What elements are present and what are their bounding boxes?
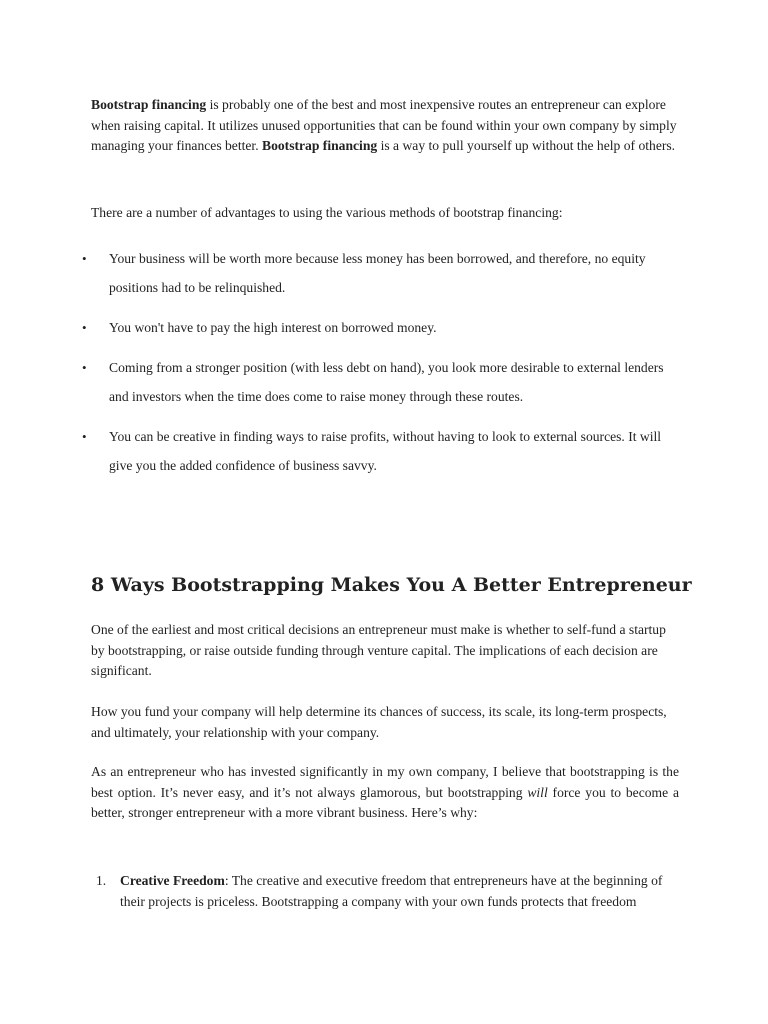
section-heading: 8 Ways Bootstrapping Makes You A Better Entrepreneur — [91, 574, 692, 596]
numbered-list — [96, 870, 680, 912]
intro-paragraph — [91, 95, 679, 157]
list-item-text: You can be creative in finding ways to raise profits, without having to look to external sources. It will give you the added confidence of business savvy. — [109, 429, 662, 473]
opinion-text-after: force you to become a better, stronger entrepreneur with a more vibrant business. Here’s why: — [91, 784, 679, 820]
numbered-item — [96, 870, 680, 912]
list-item — [82, 422, 682, 480]
bullet-icon: • — [82, 429, 87, 444]
opinion-emphasis: will — [527, 784, 548, 800]
intro-term-2: Bootstrap financing — [262, 138, 378, 153]
intro-text-2: is a way to pull yourself up without the help of others. — [377, 138, 676, 153]
item-title: Creative Freedom — [120, 873, 225, 888]
list-item-text: You won't have to pay the high interest on borrowed money. — [109, 320, 437, 335]
list-item-text: Your business will be worth more because less money has been borrowed, and therefore, no equity positions had to be relinquished. — [109, 251, 646, 295]
item-text: : The creative and executive freedom that entrepreneurs have at the beginning of their projects is priceless. Bootstrapping a company with your own funds protects that freedom — [120, 873, 663, 909]
advantages-intro: There are a number of advantages to using the various methods of bootstrap financing: — [91, 205, 563, 220]
bullet-icon: • — [82, 251, 87, 266]
list-item — [82, 353, 682, 411]
list-item — [82, 244, 682, 302]
intro-term-1: Bootstrap financing — [91, 97, 207, 112]
paragraph-opinion — [91, 762, 679, 824]
list-item-text: Coming from a stronger position (with less debt on hand), you look more desirable to external lenders and investors when the time does come to raise money through these routes. — [109, 360, 664, 404]
paragraph-funding-impact: How you fund your company will help determine its chances of success, its scale, its long-term prospects, and ultimately, your relationship with your company. — [91, 704, 667, 740]
advantages-list — [82, 244, 682, 491]
bullet-icon: • — [82, 360, 87, 375]
list-item — [82, 313, 682, 342]
paragraph-funding-decision: One of the earliest and most critical decisions an entrepreneur must make is whether to self-fund a startup by bootstrapping, or raise outside funding through venture capital. The implications of each decision are significant. — [91, 622, 666, 678]
opinion-text-before: As an entrepreneur who has invested significantly in my own company, I believe that bootstrapping is the best option. It’s never easy, and it’s not always glamorous, but bootstrapping — [91, 764, 679, 800]
bullet-icon: • — [82, 320, 87, 335]
intro-text-1: is probably one of the best and most inexpensive routes an entrepreneur can explore when raising capital. It utilizes unused opportunities that can be found within your own company by simply managing your finances better. — [91, 97, 677, 153]
item-number: 1. — [96, 873, 107, 888]
